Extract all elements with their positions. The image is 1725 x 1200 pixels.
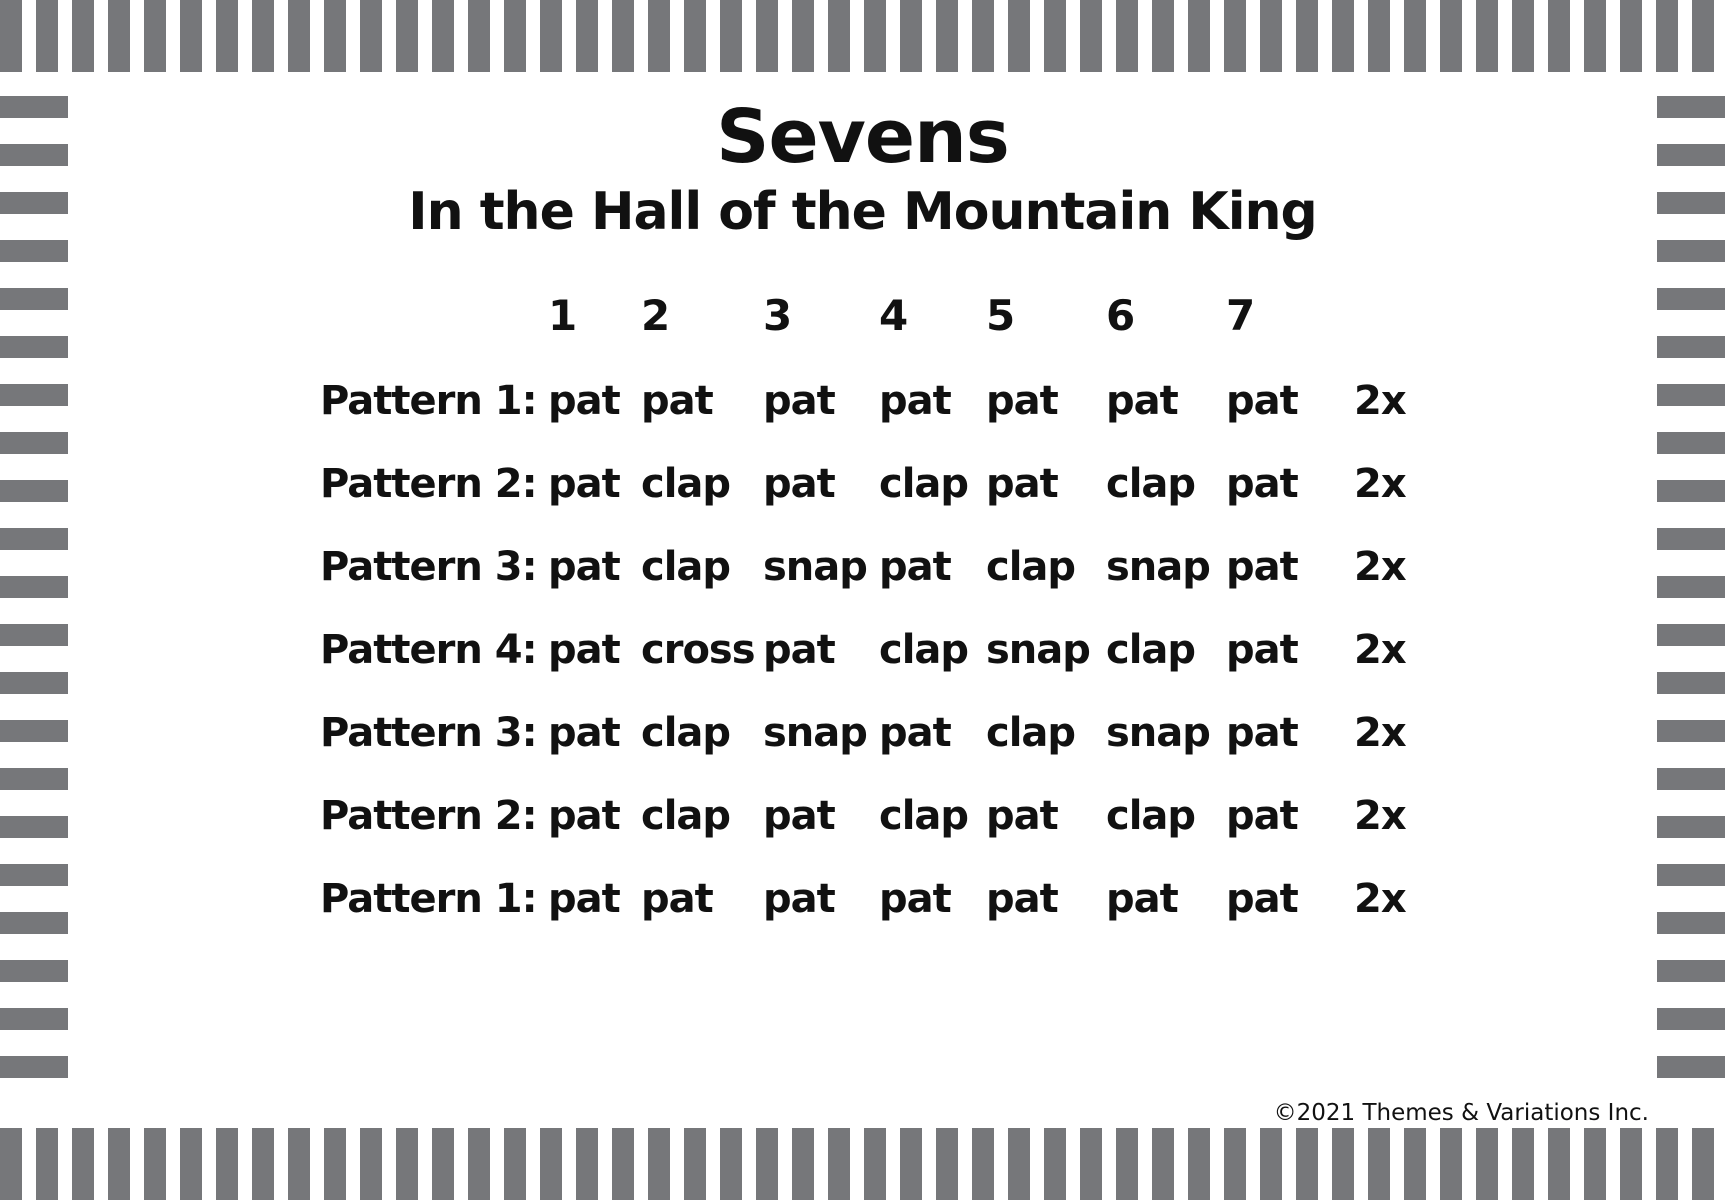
beat-action: snap <box>986 627 1090 673</box>
pattern-label: Pattern 1: <box>320 378 537 424</box>
beat-action: snap <box>763 544 867 590</box>
beat-action: pat <box>1226 544 1298 590</box>
beat-action: pat <box>763 461 835 507</box>
beat-action: cross <box>641 627 755 673</box>
beat-action: pat <box>548 544 620 590</box>
beat-action: pat <box>1226 378 1298 424</box>
beat-action: pat <box>1226 793 1298 839</box>
beat-action: pat <box>879 544 951 590</box>
beat-number: 2 <box>641 291 671 340</box>
pattern-row <box>0 373 1725 433</box>
beat-action: pat <box>1226 627 1298 673</box>
beat-number: 5 <box>986 291 1016 340</box>
beat-action: pat <box>548 627 620 673</box>
beat-action: pat <box>548 710 620 756</box>
beat-action: clap <box>641 544 731 590</box>
copyright-notice: ©2021 Themes & Variations Inc. <box>1273 1100 1649 1126</box>
beat-action: clap <box>879 793 969 839</box>
pattern-label: Pattern 2: <box>320 461 537 507</box>
pattern-row <box>0 539 1725 599</box>
beat-action: clap <box>1106 793 1196 839</box>
beat-number: 3 <box>763 291 793 340</box>
beat-action: pat <box>548 461 620 507</box>
striped-border-right <box>1657 96 1725 1104</box>
beat-action: pat <box>1106 378 1178 424</box>
page-subtitle: In the Hall of the Mountain King <box>408 182 1317 242</box>
pattern-label: Pattern 3: <box>320 544 537 590</box>
pattern-label: Pattern 4: <box>320 627 537 673</box>
repeat-count: 2x <box>1354 461 1406 507</box>
beat-action: clap <box>986 710 1076 756</box>
pattern-label: Pattern 1: <box>320 876 537 922</box>
beat-action: pat <box>986 793 1058 839</box>
beat-number: 1 <box>548 291 578 340</box>
beat-action: clap <box>1106 627 1196 673</box>
beat-action: pat <box>986 876 1058 922</box>
beat-action: snap <box>763 710 867 756</box>
beat-action: pat <box>1106 876 1178 922</box>
beat-action: pat <box>1226 461 1298 507</box>
beat-action: pat <box>763 793 835 839</box>
beat-action: pat <box>763 378 835 424</box>
beat-action: clap <box>879 627 969 673</box>
striped-border-bottom <box>0 1128 1725 1200</box>
striped-border-top <box>0 0 1725 72</box>
pattern-row <box>0 622 1725 682</box>
beat-action: pat <box>879 876 951 922</box>
beat-action: pat <box>986 461 1058 507</box>
beat-number: 6 <box>1106 291 1136 340</box>
repeat-count: 2x <box>1354 627 1406 673</box>
repeat-count: 2x <box>1354 793 1406 839</box>
beat-action: snap <box>1106 544 1210 590</box>
beat-action: clap <box>1106 461 1196 507</box>
beat-action: pat <box>548 876 620 922</box>
beat-action: pat <box>879 710 951 756</box>
beat-action: pat <box>986 378 1058 424</box>
beat-number-header <box>0 288 1725 344</box>
pattern-row <box>0 456 1725 516</box>
beat-action: snap <box>1106 710 1210 756</box>
pattern-row <box>0 871 1725 931</box>
beat-action: clap <box>641 461 731 507</box>
beat-action: clap <box>986 544 1076 590</box>
repeat-count: 2x <box>1354 378 1406 424</box>
striped-border-left <box>0 96 68 1104</box>
beat-action: pat <box>1226 876 1298 922</box>
repeat-count: 2x <box>1354 876 1406 922</box>
beat-number: 4 <box>879 291 909 340</box>
beat-action: pat <box>879 378 951 424</box>
beat-action: pat <box>763 627 835 673</box>
beat-action: pat <box>548 378 620 424</box>
beat-action: clap <box>641 793 731 839</box>
beat-action: pat <box>763 876 835 922</box>
repeat-count: 2x <box>1354 710 1406 756</box>
beat-action: pat <box>641 378 713 424</box>
beat-action: clap <box>641 710 731 756</box>
pattern-label: Pattern 2: <box>320 793 537 839</box>
page-title: Sevens <box>716 94 1009 180</box>
beat-action: clap <box>879 461 969 507</box>
beat-number: 7 <box>1226 291 1256 340</box>
beat-action: pat <box>641 876 713 922</box>
pattern-row <box>0 788 1725 848</box>
pattern-label: Pattern 3: <box>320 710 537 756</box>
repeat-count: 2x <box>1354 544 1406 590</box>
beat-action: pat <box>1226 710 1298 756</box>
pattern-row <box>0 705 1725 765</box>
beat-action: pat <box>548 793 620 839</box>
